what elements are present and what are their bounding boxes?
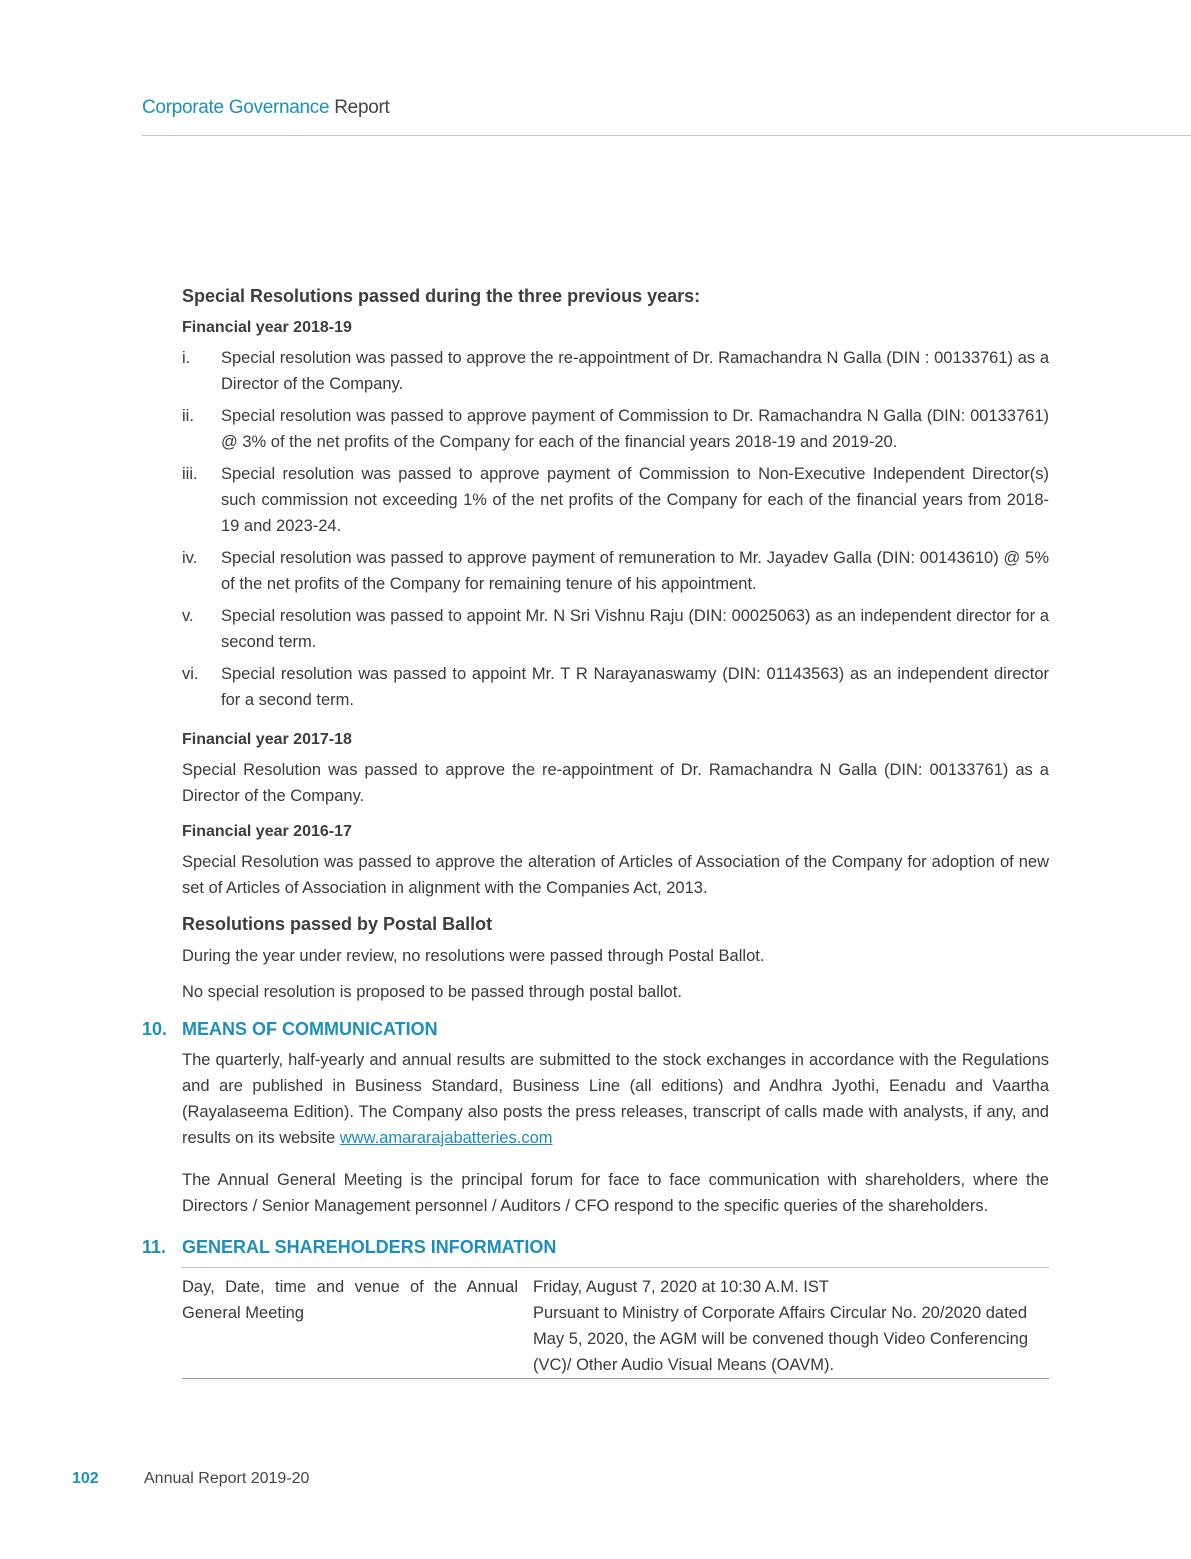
running-header	[142, 97, 390, 119]
list-item	[182, 661, 1049, 713]
list-item-text: Special resolution was passed to approve payment of Commission to Dr. Ramachandra N Galla (DIN: 00133761) @ 3% of the net profits of the Company for each of the financial years 2018-19 and 2019-20.	[221, 407, 1049, 451]
list-item	[182, 403, 1049, 455]
fy-2018-19-list	[182, 345, 1049, 713]
footer-title: Annual Report 2019-20	[144, 1470, 310, 1487]
list-item-text: Special resolution was passed to approve payment of Commission to Non-Executive Independent Director(s) such commission not exceeding 1% of the net profits of the Company for each of the financial years from 2018-19 and 2023-24.	[221, 465, 1049, 535]
section-means-of-communication	[142, 1015, 1049, 1219]
list-item-text: Special resolution was passed to appoint Mr. N Sri Vishnu Raju (DIN: 00025063) as an independent director for a second term.	[221, 607, 1049, 651]
fy-2016-17-text: Special Resolution was passed to approve the alteration of Articles of Association of the Company for adoption of new set of Articles of Association in alignment with the Companies Act, 2013.	[182, 853, 1049, 897]
fy-2016-17-heading: Financial year 2016-17	[182, 823, 352, 840]
section-title: MEANS OF COMMUNICATION	[182, 1019, 438, 1039]
list-item	[182, 603, 1049, 655]
communication-paragraph-2: The Annual General Meeting is the principal forum for face to face communication with shareholders, where the Directors / Senior Management personnel / Auditors / CFO respond to the specific queries of the shareholders.	[182, 1171, 1049, 1215]
table-value	[533, 1274, 1049, 1378]
list-item	[182, 345, 1049, 397]
page-number: 102	[72, 1470, 99, 1487]
postal-ballot-heading: Resolutions passed by Postal Ballot	[182, 914, 493, 934]
list-item	[182, 461, 1049, 539]
fy-2017-18-text: Special Resolution was passed to approve the re-appointment of Dr. Ramachandra N Galla (DIN: 00133761) as a Director of the Company.	[182, 761, 1049, 805]
header-section-name: Corporate Governance	[142, 97, 330, 118]
list-item	[182, 545, 1049, 597]
fy-2018-19-heading: Financial year 2018-19	[182, 319, 352, 336]
list-item-number: iv.	[182, 549, 198, 567]
page-content	[142, 283, 1049, 1379]
header-report-label: Report	[334, 97, 390, 118]
agm-datetime: Friday, August 7, 2020 at 10:30 A.M. IST	[533, 1278, 829, 1296]
list-item-text: Special resolution was passed to approve payment of remuneration to Mr. Jayadev Galla (DIN: 00143610) @ 5% of the net profits of the Company for remaining tenure of his appointment.	[221, 549, 1049, 593]
section-general-shareholders-information	[142, 1233, 1049, 1379]
agm-info-table	[182, 1267, 1049, 1379]
section-title: GENERAL SHAREHOLDERS INFORMATION	[182, 1237, 557, 1257]
table-label: Day, Date, time and venue of the Annual General Meeting	[182, 1278, 518, 1322]
company-website-link[interactable]: www.amararajabatteries.com	[339, 1129, 553, 1147]
header-divider	[142, 135, 1191, 136]
section-number: 11.	[142, 1237, 167, 1257]
postal-ballot-text-2: No special resolution is proposed to be passed through postal ballot.	[182, 983, 682, 1001]
agm-venue-note: Pursuant to Ministry of Corporate Affairs Circular No. 20/2020 dated May 5, 2020, the AGM will be convened though Video Conferencing (VC)/ Other Audio Visual Means (OAVM).	[533, 1304, 1029, 1374]
postal-ballot-text-1: During the year under review, no resolutions were passed through Postal Ballot.	[182, 947, 765, 965]
fy-2017-18-heading: Financial year 2017-18	[182, 731, 352, 748]
list-item-text: Special resolution was passed to appoint Mr. T R Narayanaswamy (DIN: 01143563) as an independent director for a second term.	[221, 665, 1049, 709]
list-item-number: i.	[182, 349, 191, 367]
section-number: 10.	[142, 1019, 168, 1039]
special-resolutions-heading: Special Resolutions passed during the three previous years:	[182, 286, 701, 306]
list-item-number: iii.	[182, 465, 198, 483]
communication-paragraph-1	[182, 1047, 1049, 1151]
list-item-number: ii.	[182, 407, 194, 425]
communication-text: The quarterly, half-yearly and annual results are submitted to the stock exchanges in accordance with the Regulations and are published in Business Standard, Business Line (all editions) and Andhra Jyothi, Eenadu and Vaartha (Rayalaseema Edition). The Company also posts the press releases, transcript of calls made with analysts, if any, and results on its website	[182, 1051, 1049, 1147]
list-item-text: Special resolution was passed to approve the re-appointment of Dr. Ramachandra N Galla (DIN : 00133761) as a Director of the Company.	[221, 349, 1049, 393]
list-item-number: vi.	[182, 665, 199, 683]
list-item-number: v.	[182, 607, 194, 625]
